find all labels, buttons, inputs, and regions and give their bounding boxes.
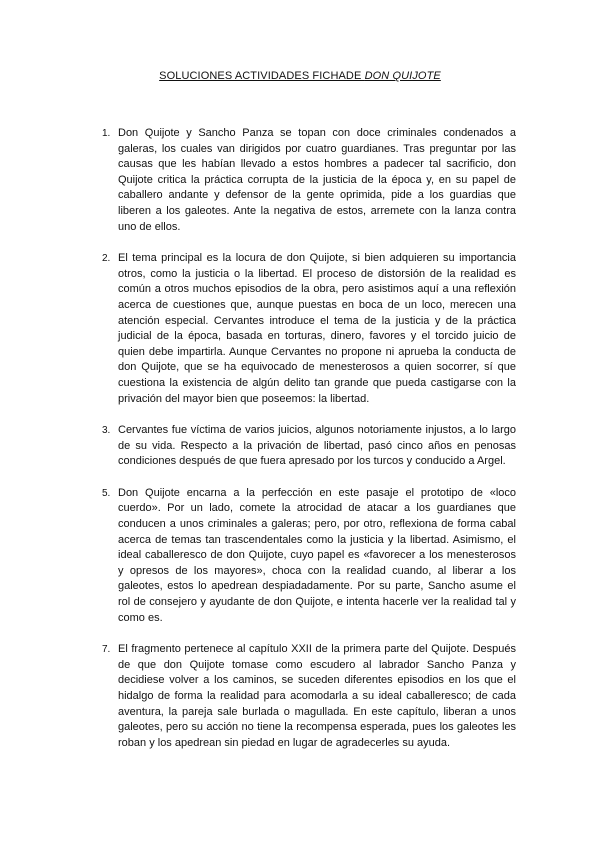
answer-number: 1. [102,128,111,139]
document-title [0,70,600,82]
answer-text: Don Quijote encarna a la perfección en este pasaje el prototipo de «loco cuerdo». Por un lado, comete la atrocidad de atacar a los guardianes que conducen a unos criminales a galeras; pero, por otro, reflexiona de forma cabal acerca de temas tan trascendentales como la justicia y la libertad. Asimismo, el ideal caballeresco de don Quijote, cuyo papel es «favorecer a los menesterosos y opresos de los mayores», choca con la realidad cuando, al liberar a los galeotes, estos lo apedrean despiadadamente. Por su parte, Sancho asume el rol de consejero y ayudante de don Quijote, e intenta hacerle ver la realidad tal y como es. [118,486,516,624]
answer-number: 5. [102,487,111,499]
answer-item-3 [102,423,516,470]
answer-text: Don Quijote y Sancho Panza se topan con doce criminales condenados a galeras, los cuales van dirigidos por cuatro guardianes. Tras preguntar por las causas que les habían llevado a estos hombres a padecer tal sacrificio, don Quijote critica la práctica corrupta de la justicia de la época y, en su papel de caballero andante y defensor de la gente oprimida, pide a los guardias que liberen a los galeotes. Ante la negativa de estos, arremete con la lanza contra uno de ellos. [118,127,516,233]
answer-text: El tema principal es la locura de don Quijote, si bien adquieren su importancia otros, como la justicia o la libertad. El proceso de distorsión de la realidad es común a otros muchos episodios de la obra, pero asistimos aquí a una reflexión acerca de cuestiones que, aunque puestas en boca de un loco, merecen una atención especial. Cervantes introduce el tema de la justicia y de la práctica judicial de la época, basada en torturas, dinero, favores y el torcido juicio de quien debe impartirla. Aunque Cervantes no propone ni aprueba la conducta de don Quijote, que se ha equivocado de menesterosos a quien socorrer, sí que cuestiona la existencia de algún delito tan grande que pueda castigarse con la privación del mayor bien que poseemos: la libertad. [118,252,516,405]
answer-item-7 [102,642,516,751]
document-title-italic: DON QUIJOTE [364,70,441,82]
answer-number: 2. [102,253,111,265]
answer-item-1 [102,126,516,235]
answer-number: 3. [102,425,111,437]
answer-item-5 [102,486,516,626]
answers-list [102,126,516,767]
answer-item-2 [102,251,516,407]
answer-text: Cervantes fue víctima de varios juicios, algunos notoriamente injustos, a lo largo de su vida. Respecto a la privación de libertad, pasó cinco años en penosas condiciones después de que fuera apresado por los turcos y conducido a Argel. [118,424,516,468]
answer-number: 7. [102,644,111,656]
answer-text: El fragmento pertenece al capítulo XXII de la primera parte del Quijote. Después de que don Quijote tomase como escudero al labrador Sancho Panza y decidiese volver a los caminos, se suceden diferentes episodios en los que el hidalgo de forma la realidad para acomodarla a su ideal caballeresco; de cada aventura, la pareja sale burlada o magullada. En este capítulo, liberan a unos galeotes, pero su acción no tiene la recompensa esperada, pues los galeotes les roban y los apedrean sin piedad en lugar de agradecerles su ayuda. [118,643,516,749]
document-title-main: SOLUCIONES ACTIVIDADES FICHADE [159,70,365,82]
